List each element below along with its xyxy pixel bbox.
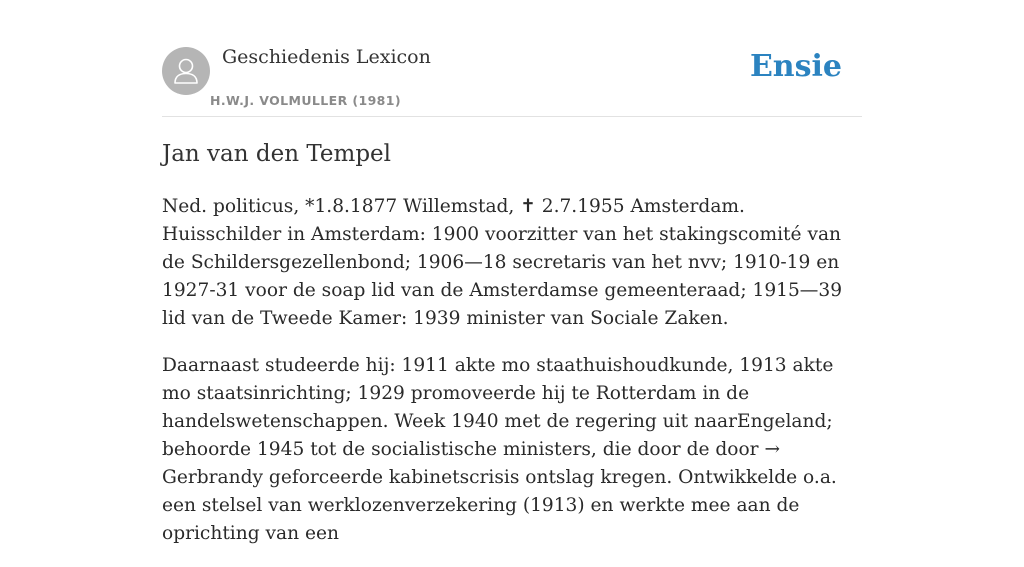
source-header [162, 44, 862, 117]
source-title[interactable]: Geschiedenis Lexicon [222, 46, 431, 68]
article-paragraph: Ned. politicus, *1.8.1877 Willemstad, ✝ 2.7.1955 Amsterdam. Huisschilder in Amsterdam: 1900 voorzitter van het stakingscomité van de Schildersgezellenbond; 1906—18 secretaris van het nvv; 1910-19 en 1927-31 voor de soap lid van de Amsterdamse gemeenteraad; 1915—39 lid van de Tweede Kamer: 1939 minister van Sociale Zaken. [162, 196, 843, 329]
source-author[interactable]: H.W.J. VOLMULLER (1981) [210, 93, 401, 108]
article-title: Jan van den Tempel [162, 141, 392, 167]
avatar[interactable] [162, 47, 210, 95]
article-paragraph: Daarnaast studeerde hij: 1911 akte mo staathuishoudkunde, 1913 akte mo staatsinrichting; 1929 promoveerde hij te Rotterdam in de handelswetenschappen. Week 1940 met de regering uit naarEngeland; behoorde 1945 tot de socialistische ministers, die door de door → Gerbrandy geforceerde kabinetscrisis ontslag kregen. Ontwikkelde o.a. een stelsel van werklozenverzekering (1913) en werkte mee aan de oprichting van een [162, 355, 837, 544]
article [162, 138, 862, 567]
brand-logo[interactable]: Ensie [749, 49, 842, 84]
user-avatar-icon [172, 56, 200, 86]
